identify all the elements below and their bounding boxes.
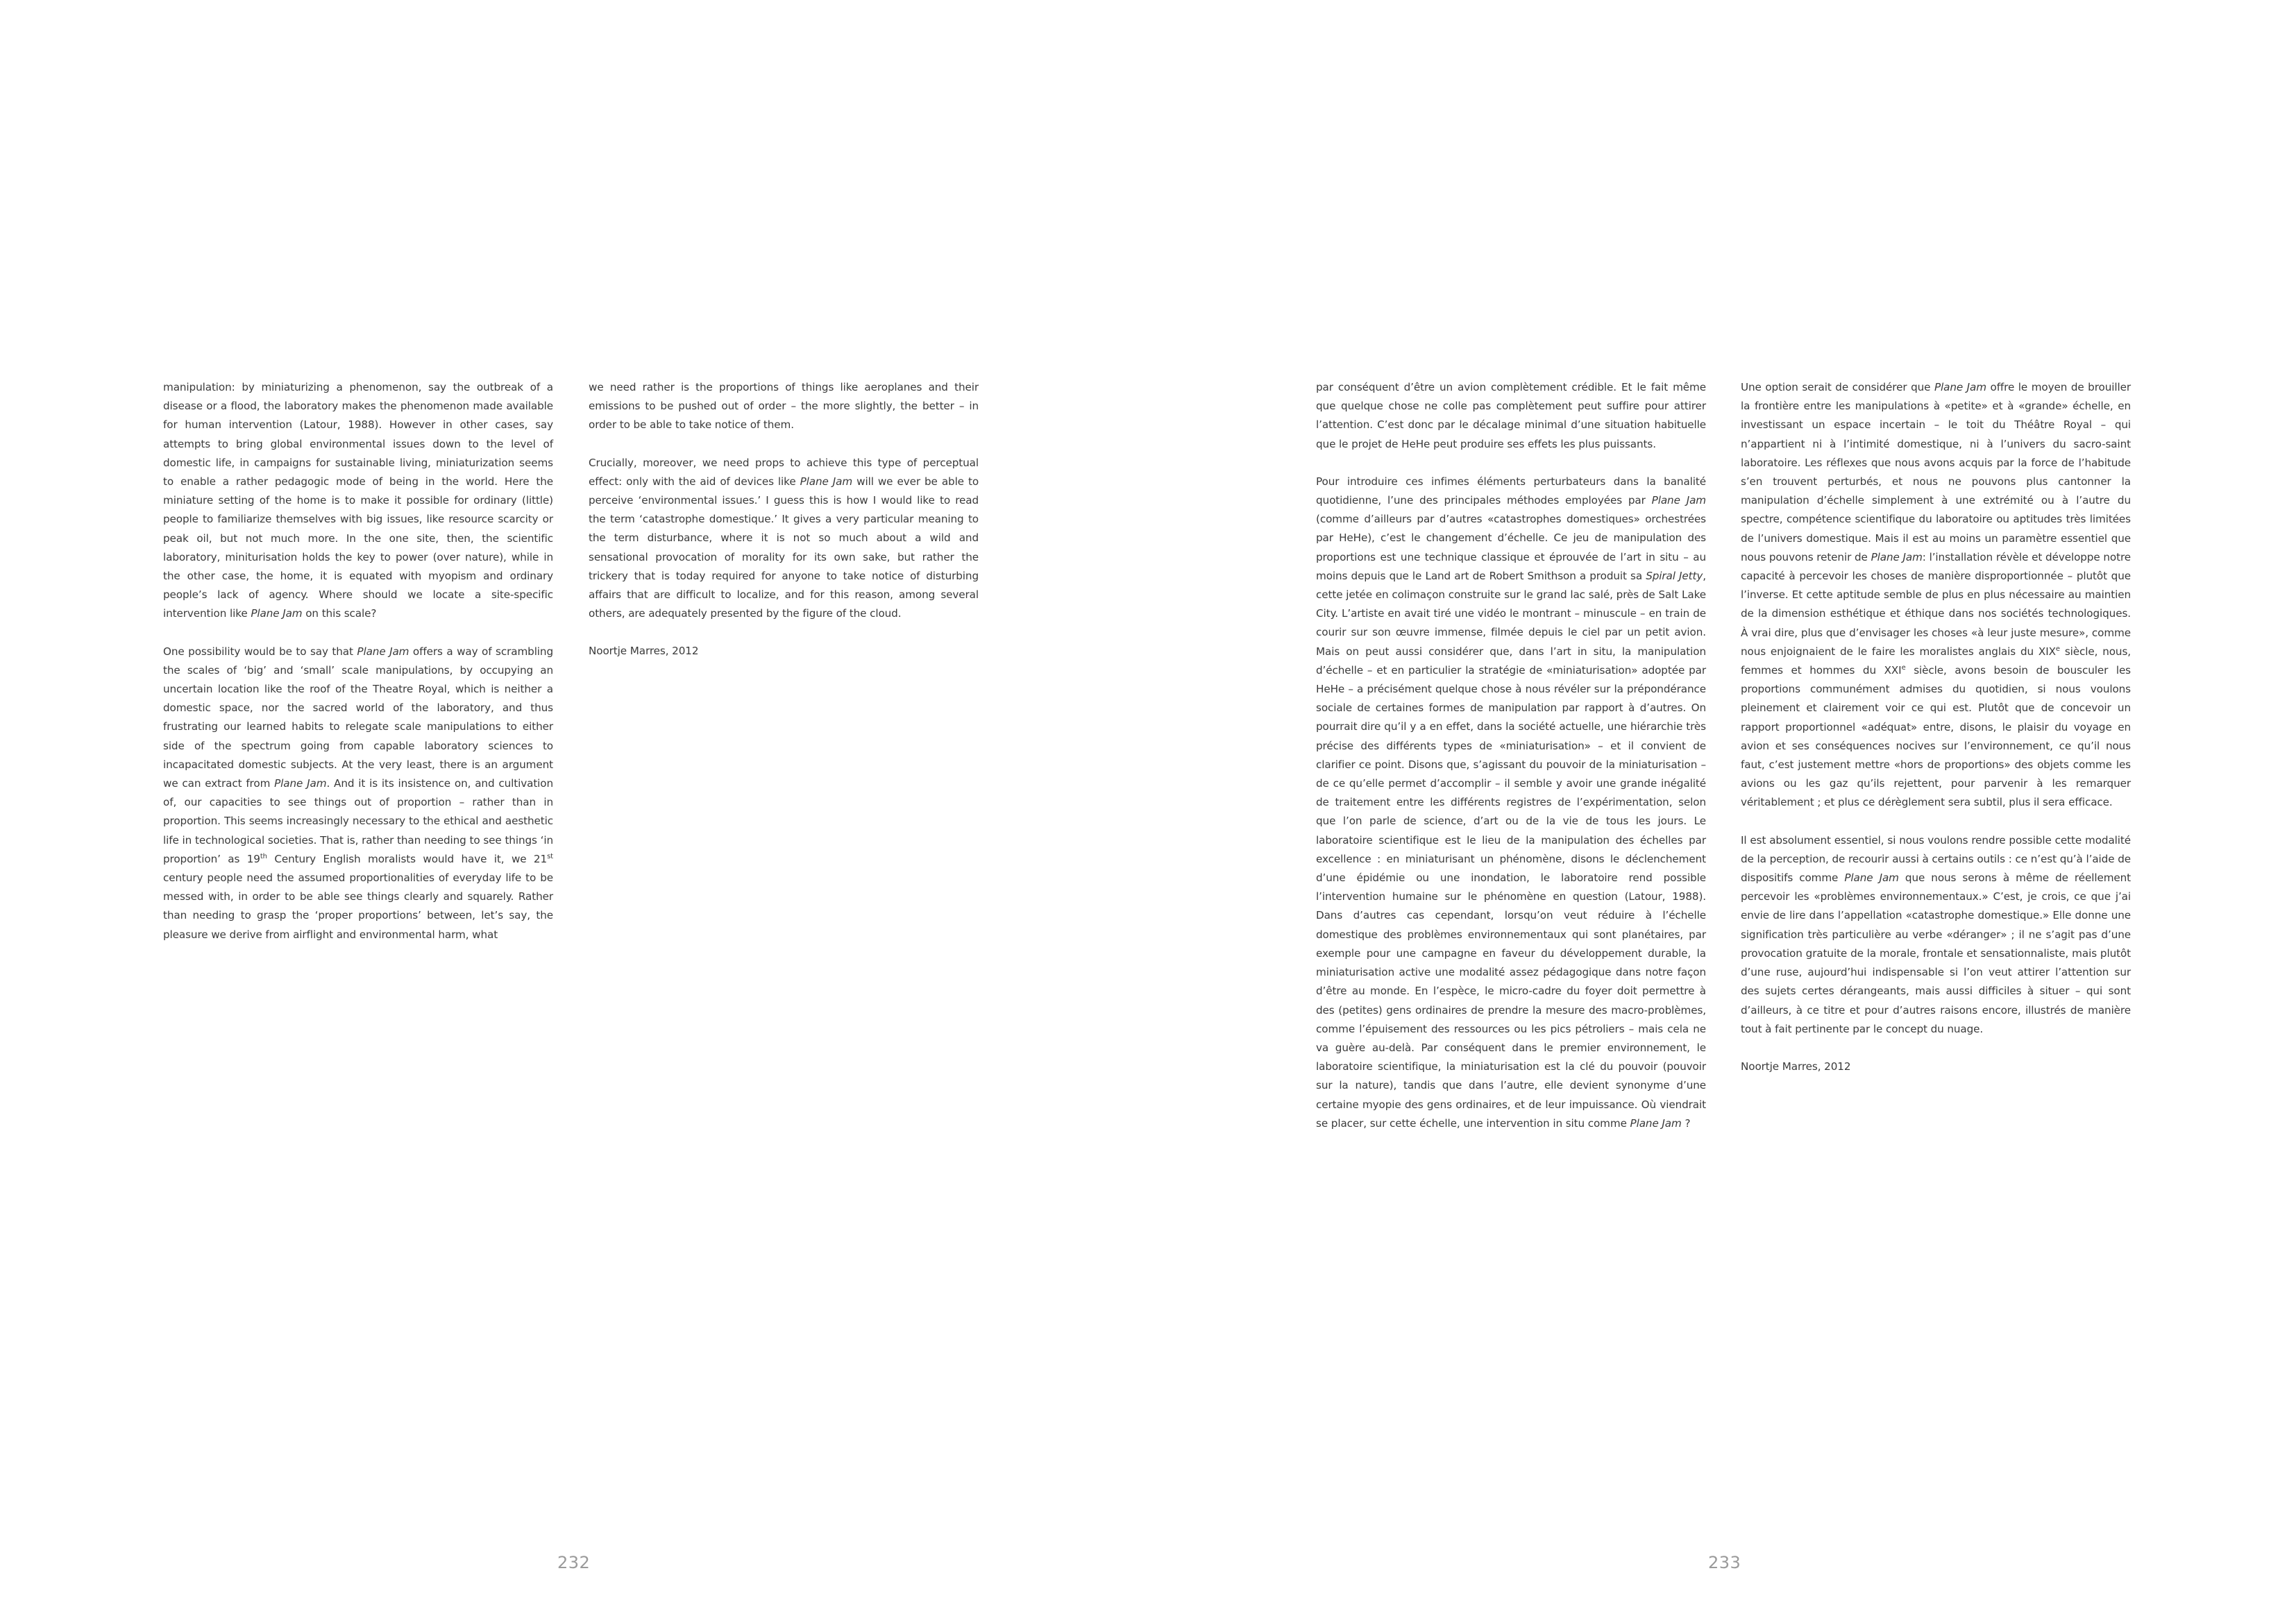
title-plane-jam: Plane Jam <box>274 777 327 790</box>
paragraph: we need rather is the proportions of things like aeroplanes and their emissions to be pushed out of order – the more slightly, the better – in order to be able to take notice of them. <box>589 381 979 432</box>
paragraph: Une option serait de considérer que Plane Jam offre le moyen de brouiller la frontière entre les manipulations à «petite» et à «grande» échelle, en investissant un espace incertain – le toit du Théâtre Royal – qui n’appartient ni à l’intimité domestique, ni à l’univers du sacro-saint laboratoire. Les réflexes que nous avons acquis par la force de l’habitude s’en trouvent perturbés, et nous ne pouvons plus cantonner la manipulation d’échelle simplement à une extrémité ou à l’autre du spectre, compétence scientifique du laboratoire ou aptitudes très limitées de l’univers domestique. Mais il est au moins un paramètre essentiel que nous pouvons retenir de Plane Jam: l’installation révèle et développe notre capacité à percevoir les choses de manière disproportionnée – plutôt que l’inverse. Et cette aptitude semble de plus en plus nécessaire au maintien de la dimension esthétique et éthique dans nos sociétés technologiques. À vrai dire, plus que d’envisager les choses «à leur juste mesure», comme nous enjoignaient de le faire les moralistes anglais du XIXe siècle, nous, femmes et hommes du XXIe siècle, avons besoin de bousculer les proportions communément admises du quotidien, si nous voulons pleinement et clairement voir ce qui est. Plutôt que de concevoir un rapport proportionnel «adéquat» entre, disons, le plaisir du voyage en avion et ses conséquences nocives sur l’environnement, ce qu’il nous faut, c’est justement mettre «hors de proportions» des objets comme les avions ou les gaz qu’ils rejettent, pour parvenir à les remarquer véritablement ; et plus ce dérèglement sera subtil, plus il sera efficace. <box>1741 381 2132 809</box>
title-plane-jam: Plane Jam <box>1934 381 1986 393</box>
title-plane-jam: Plane Jam <box>1844 872 1899 885</box>
ordinal-suffix: st <box>547 852 553 860</box>
paragraph: manipulation: by miniaturizing a phenomenon, say the outbreak of a disease or a flood, the laboratory makes the phenomenon made available for human intervention (Latour, 1988). However in other cases, say attempts to bring global environmental issues down to the level of domestic life, in campaigns for sustainable living, miniaturization seems to enable a rather pedagogic mode of being in the world. Here the miniature setting of the home is to make it possible for ordinary (little) people to familiarize themselves with big issues, like resource scarcity or peak oil, but not much more. In the one site, then, the scientific laboratory, miniturisation holds the key to power (over nature), while in the other case, the home, it is equated with myopism and ordinary people’s lack of agency. Where should we locate a site-specific intervention like Plane Jam on this scale? <box>163 381 553 620</box>
title-plane-jam: Plane Jam <box>357 645 410 658</box>
paragraph: par conséquent d’être un avion complètement crédible. Et le fait même que quelque chose ne colle pas complètement peut suffire pour attirer l’attention. C’est donc par le décalage minimal d’une situation habituelle que le projet de HeHe peut produire ses effets les plus puissants. <box>1316 381 1706 450</box>
paragraph: Il est absolument essentiel, si nous voulons rendre possible cette modalité de la perception, de recourir aussi à certains outils : ce n’est qu’à l’aide de dispositifs comme Plane Jam que nous serons à même de réellement percevoir les «problèmes environnementaux.» C’est, je crois, ce que j’ai envie de lire dans l’appellation «catastrophe domestique.» Elle donne une signification très particulière au verbe «déranger» ; il ne s’agit pas d’une provocation gratuite de la morale, frontale et sensationnaliste, mais plutôt d’une ruse, aujourd’hui indispensable si l’on veut attirer l’attention sur des sujets certes dérangeants, mais aussi difficiles à situer – qui sont d’ailleurs, à ce titre et pour d’autres raisons encore, illustrés de manière tout à fait pertinente par le concept du nuage. <box>1741 833 2132 1035</box>
title-plane-jam: Plane Jam <box>1630 1116 1682 1130</box>
page-number-right: 233 <box>1708 1553 1741 1572</box>
left-page-column-2 <box>589 378 979 680</box>
paragraph: One possibility would be to say that Plane Jam offers a way of scrambling the scales of ‘big’ and ‘small’ scale manipulations, by occupying an uncertain location like the roof of the Theatre Royal, which is neither a domestic space, nor the sacred world of the laboratory, and thus frustrating our learned habits to relegate scale manipulations to either side of the spectrum going from capable laboratory sciences to incapacitated domestic subjects. At the very least, there is an argument we can extract from Plane Jam. And it is its insistence on, and cultivation of, our capacities to see things out of proportion – rather than in proportion. This seems increasingly necessary to the ethical and aesthetic life in technological societies. That is, rather than needing to see things ‘in proportion’ as 19th Century English moralists would have it, we 21st century people need the assumed proportionalities of everyday life to be messed with, in order to be able see things clearly and squarely. Rather than needing to grasp the ‘proper proportions’ between, let’s say, the pleasure we derive from airflight and environmental harm, what <box>163 645 554 941</box>
title-plane-jam: Plane Jam <box>1871 550 1923 563</box>
author-signature: Noortje Marres, 2012 <box>589 645 699 658</box>
left-page-column-1 <box>163 378 553 963</box>
paragraph: Pour introduire ces infimes éléments perturbateurs dans la banalité quotidienne, l’une des principales méthodes employées par Plane Jam (comme d’ailleurs par d’autres «catastrophes domestiques» orchestrées par HeHe), c’est le changement d’échelle. Ce jeu de manipulation des proportions est une technique classique et éprouvée de l’art in situ – au moins depuis que le Land art de Robert Smithson a produit sa Spiral Jetty, cette jetée en colimaçon construite sur le grand lac salé, près de Salt Lake City. L’artiste en avait tiré une vidéo le montrant – minuscule – en train de courir sur son œuvre immense, filmée depuis le ciel par un petit avion. Mais on peut aussi considérer que, dans l’art in situ, la manipulation d’échelle – et en particulier la stratégie de «miniaturisation» adoptée par HeHe – a précisément quelque chose à nous révéler sur la prépondérance sociale de certaines formes de manipulation par rapport à d’autres. On pourrait dire qu’il y a en effet, dans la société actuelle, une hiérarchie très précise des différents types de «miniaturisation» – et il convient de clarifier ce point. Disons que, s’agissant du pouvoir de la miniaturisation – de ce qu’elle permet d’accomplir – il semble y avoir une grande inégalité de traitement entre les différents registres de l’expérimentation, selon que l’on parle de science, d’art ou de la vie de tous les jours. Le laboratoire scientifique est le lieu de la manipulation des échelles par excellence : en miniaturisant un phénomène, disons le déclenchement d’une épidémie ou une inondation, le laboratoire rend possible l’intervention humaine sur le phénomène en question (Latour, 1988). Dans d’autres cas cependant, lorsqu’on veut réduire à l’échelle domestique des problèmes environnementaux qui sont planétaires, par exemple pour une campagne en faveur du développement durable, la miniaturisation active une modalité assez pédagogique dans notre façon d’être au monde. En l’espèce, le micro-cadre du foyer doit permettre à des (petites) gens ordinaires de prendre la mesure des macro-problèmes, comme l’épuisement des ressources ou les pics pétroliers – mais cela ne va guère au-delà. Par conséquent dans le premier environnement, le laboratoire scientifique, la miniaturisation est la clé du pouvoir (pouvoir sur la nature), tandis que dans l’autre, elle devient synonyme d’une certaine myopie des gens ordinaires, et de leur impuissance. Où viendrait se placer, sur cette échelle, une intervention in situ comme Plane Jam ? <box>1316 475 1706 1130</box>
paragraph: Crucially, moreover, we need props to achieve this type of perceptual effect: only with the aid of devices like Plane Jam will we ever be able to perceive ‘environmental issues.’ I guess this is how I would like to read the term ‘catastrophe domestique.’ It gives a very particular meaning to the term disturbance, where it is not so much about a wild and sensational provocation of morality for its own sake, but rather the trickery that is today required for anyone to take notice of disturbing affairs that are difficult to localize, and for this reason, among several others, are adequately presented by the figure of the cloud. <box>589 456 979 620</box>
title-plane-jam: Plane Jam <box>251 607 303 620</box>
century-suffix: e <box>1901 664 1906 672</box>
ordinal-suffix: th <box>260 852 267 860</box>
author-signature: Noortje Marres, 2012 <box>1741 1060 1851 1073</box>
title-plane-jam: Plane Jam <box>1651 494 1706 507</box>
page-number-left: 232 <box>557 1553 591 1572</box>
right-page-column-2 <box>1741 378 2131 1095</box>
title-plane-jam: Plane Jam <box>800 475 853 488</box>
century-suffix: e <box>2055 645 2060 653</box>
right-page-column-1 <box>1316 378 1706 1152</box>
title-spiral-jetty: Spiral Jetty <box>1646 569 1703 582</box>
